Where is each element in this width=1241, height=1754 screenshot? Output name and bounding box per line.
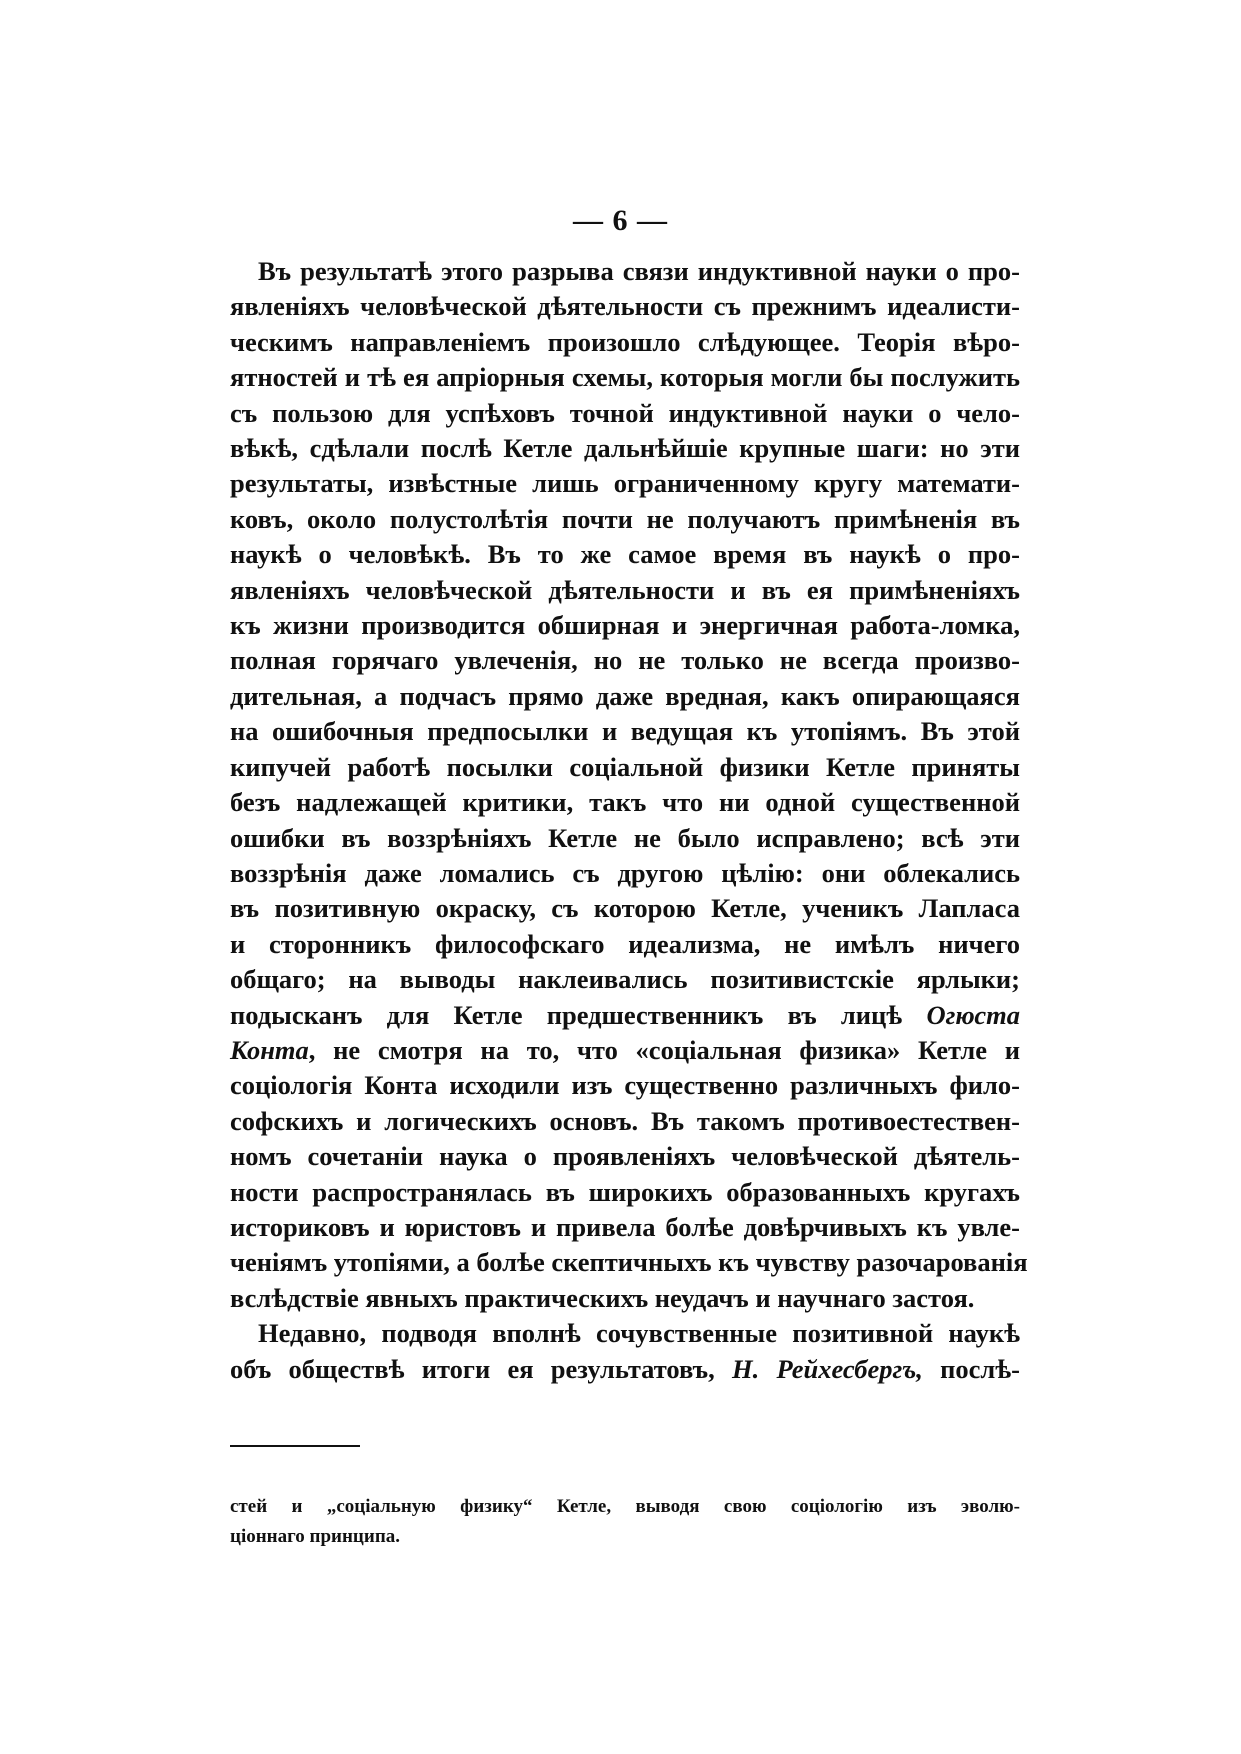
footnote-line: стей и „соціальную физику“ Кетле, выводя свою соціологію изъ эволю- [230, 1496, 1020, 1517]
text-line: софскихъ и логическихъ основъ. Въ такомъ противоестествен- [230, 1105, 1020, 1136]
text-line: ности распространялась въ широкихъ образованныхъ кругахъ [230, 1176, 1020, 1207]
text-line: безъ надлежащей критики, такъ что ни одной существенной [230, 787, 1020, 818]
footnote [230, 1492, 1020, 1552]
text-line: ковъ, около полустолѣтія почти не получаютъ примѣненія въ [230, 503, 1020, 534]
text-line: полная горячаго увлеченія, но не только не всегда произво- [230, 645, 1020, 676]
text-line: ческимъ направленіемъ произошло слѣдующее. Теорія вѣро- [230, 326, 1020, 357]
text-line: явленіяхъ человѣческой дѣятельности съ прежнимъ идеалисти- [230, 291, 1020, 322]
text-segment: объ обществѣ итоги ея результатовъ, [230, 1353, 715, 1384]
text-line: ошибки въ воззрѣніяхъ Кетле не было исправлено; всѣ эти [230, 822, 1020, 853]
main-text [230, 254, 1028, 1387]
text-line: номъ сочетаніи наука о проявленіяхъ человѣческой дѣятель- [230, 1141, 1020, 1172]
italic-name: Н. Рейхесбергъ, [731, 1353, 923, 1384]
text-line: ченіямъ утопіями, а болѣе скептичныхъ къ чувству разочарованія [230, 1247, 1028, 1278]
text-line: къ жизни производится обширная и энергичная работа-ломка, [230, 610, 1020, 641]
text-line: результаты, извѣстные лишь ограниченному кругу математи- [230, 468, 1020, 499]
text-line-with-name [230, 998, 1020, 1033]
text-line: историковъ и юристовъ и привела болѣе довѣрчивыхъ къ увле- [230, 1211, 1020, 1242]
italic-name: Конта [230, 1034, 309, 1065]
text-segment: подысканъ для Кетле предшественникъ въ лицѣ [230, 999, 903, 1030]
text-line: наукѣ о человѣкѣ. Въ то же самое время въ наукѣ о про- [230, 539, 1020, 570]
text-line: соціологія Конта исходили изъ существенно различныхъ фило- [230, 1070, 1020, 1101]
text-line: кипучей работѣ посылки соціальной физики Кетле приняты [230, 751, 1020, 782]
footnote-line: ціоннаго принципа. [230, 1526, 401, 1547]
text-line-with-name [230, 1033, 1020, 1068]
footnote-divider [230, 1445, 360, 1447]
page-number: — 6 — [573, 204, 668, 237]
text-segment: , не смотря на то, что «соціальная физика» Кетле и [308, 1034, 1020, 1065]
text-line-with-name [230, 1352, 1020, 1387]
text-line: ятностей и тѣ ея апріорныя схемы, которыя могли бы послужить [230, 362, 1020, 393]
text-line: Недавно, подводя вполнѣ сочувственные позитивной наукѣ [258, 1318, 1020, 1349]
text-line: Въ результатѣ этого разрыва связи индуктивной науки о про- [258, 256, 1020, 286]
paragraph-2 [230, 1316, 1020, 1387]
text-line: и сторонникъ философскаго идеализма, не имѣлъ ничего [230, 928, 1020, 959]
paragraph-1 [230, 254, 1028, 1316]
text-line: въ позитивную окраску, съ которою Кетле, ученикъ Лапласа [230, 893, 1020, 924]
text-line: съ пользою для успѣховъ точной индуктивной науки о чело- [230, 397, 1020, 428]
text-line: на ошибочныя предпосылки и ведущая къ утопіямъ. Въ этой [230, 716, 1020, 747]
text-line: вслѣдствіе явныхъ практическихъ неудачъ и научнаго застоя. [230, 1282, 975, 1313]
text-line: общаго; на выводы наклеивались позитивистскіе ярлыки; [230, 964, 1020, 995]
text-line: дительная, а подчасъ прямо даже вредная, какъ опирающаяся [230, 680, 1020, 711]
italic-name: Огюста [926, 999, 1020, 1030]
text-line: воззрѣнія даже ломались съ другою цѣлію: они облекались [230, 857, 1020, 888]
text-segment: послѣ- [940, 1353, 1021, 1384]
text-line: вѣкѣ, сдѣлали послѣ Кетле дальнѣйшіе крупные шаги: но эти [230, 433, 1020, 464]
text-line: явленіяхъ человѣческой дѣятельности и въ ея примѣненіяхъ [230, 574, 1020, 605]
